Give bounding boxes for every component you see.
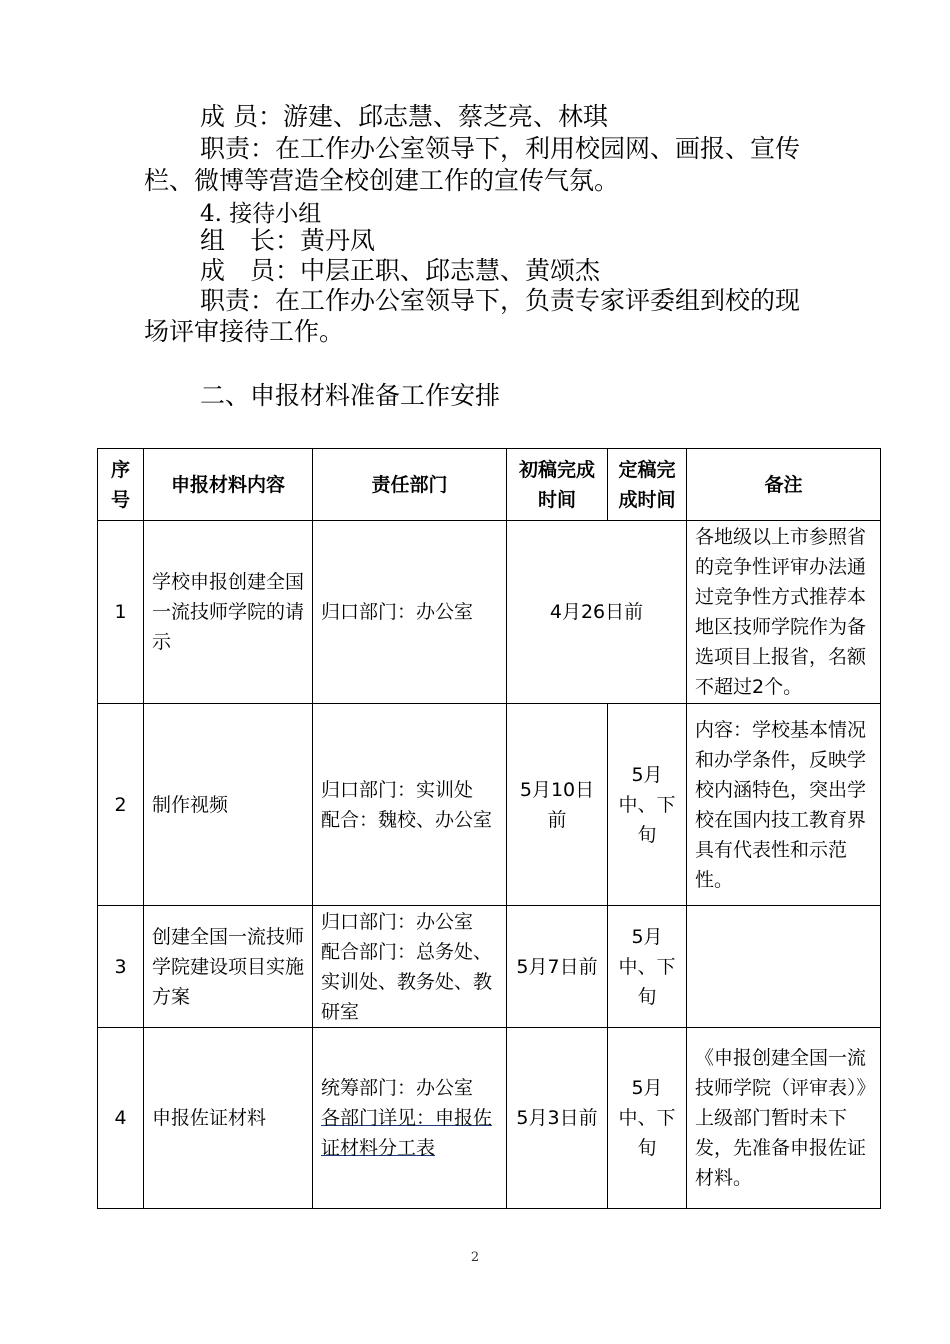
header-remark: 备注 <box>687 449 881 521</box>
cell-final-time: 5月中、下旬 <box>608 906 687 1028</box>
cell-merged-time: 4月26日前 <box>507 521 687 704</box>
dept-line: 配合部门：总务处、实训处、教务处、教研室 <box>321 940 493 1023</box>
cell-content: 申报佐证材料 <box>144 1028 313 1209</box>
dept-line: 配合：魏校、办公室 <box>321 808 493 831</box>
cell-dept <box>313 1028 507 1209</box>
table-row <box>98 906 881 1028</box>
cell-dept <box>313 906 507 1028</box>
materials-table <box>97 448 881 1209</box>
duty-line-2-continued: 场评审接待工作。 <box>144 317 345 346</box>
cell-dept: 归口部门：办公室 <box>313 521 507 704</box>
cell-no: 1 <box>98 521 144 704</box>
cell-remark <box>687 906 881 1028</box>
header-no: 序号 <box>98 449 144 521</box>
table-row <box>98 521 881 704</box>
member-line: 成 员：游建、邱志慧、蔡芝亮、林琪 <box>200 102 608 131</box>
cell-dept <box>313 704 507 906</box>
dept-line: 归口部门：办公室 <box>321 910 474 933</box>
table-row <box>98 1028 881 1209</box>
cell-content: 学校申报创建全国一流技师学院的请示 <box>144 521 313 704</box>
cell-remark: 《申报创建全国一流技师学院（评审表）》上级部门暂时未下发，先准备申报佐证材料。 <box>687 1028 881 1209</box>
header-draft-time: 初稿完成时间 <box>507 449 608 521</box>
cell-no: 3 <box>98 906 144 1028</box>
header-final-time: 定稿完成时间 <box>608 449 687 521</box>
table-row <box>98 704 881 906</box>
cell-final-time: 5月中、下旬 <box>608 1028 687 1209</box>
subsection-heading: 4. 接待小组 <box>200 201 322 227</box>
dept-link-line: 各部门详见：申报佐证材料分工表 <box>321 1107 493 1159</box>
dept-line: 归口部门：实训处 <box>321 778 474 801</box>
duty-line-2: 职责：在工作办公室领导下，负责专家评委组到校的现 <box>200 286 801 315</box>
header-dept: 责任部门 <box>313 449 507 521</box>
cell-no: 4 <box>98 1028 144 1209</box>
leader-line: 组 长：黄丹凤 <box>200 226 376 255</box>
cell-content: 制作视频 <box>144 704 313 906</box>
cell-content: 创建全国一流技师学院建设项目实施方案 <box>144 906 313 1028</box>
dept-line: 统筹部门：办公室 <box>321 1077 474 1099</box>
cell-final-time: 5月中、下旬 <box>608 704 687 906</box>
section-title: 二、申报材料准备工作安排 <box>200 381 501 410</box>
duty-line-continued: 栏、微博等营造全校创建工作的宣传气氛。 <box>144 166 620 195</box>
duty-line: 职责：在工作办公室领导下，利用校园网、画报、宣传 <box>200 134 801 163</box>
cell-no: 2 <box>98 704 144 906</box>
table-header-row <box>98 449 881 521</box>
member-line-2: 成 员：中层正职、邱志慧、黄颂杰 <box>200 256 601 285</box>
cell-remark: 内容：学校基本情况和办学条件，反映学校内涵特色，突出学校在国内技工教育界具有代表性和示范性。 <box>687 704 881 906</box>
cell-draft-time: 5月10日前 <box>507 704 608 906</box>
page-number: 2 <box>470 1250 480 1265</box>
cell-draft-time: 5月7日前 <box>507 906 608 1028</box>
cell-remark: 各地级以上市参照省的竞争性评审办法通过竞争性方式推荐本地区技师学院作为备选项目上报省，名额不超过2个。 <box>687 521 881 704</box>
header-content: 申报材料内容 <box>144 449 313 521</box>
cell-draft-time: 5月3日前 <box>507 1028 608 1209</box>
